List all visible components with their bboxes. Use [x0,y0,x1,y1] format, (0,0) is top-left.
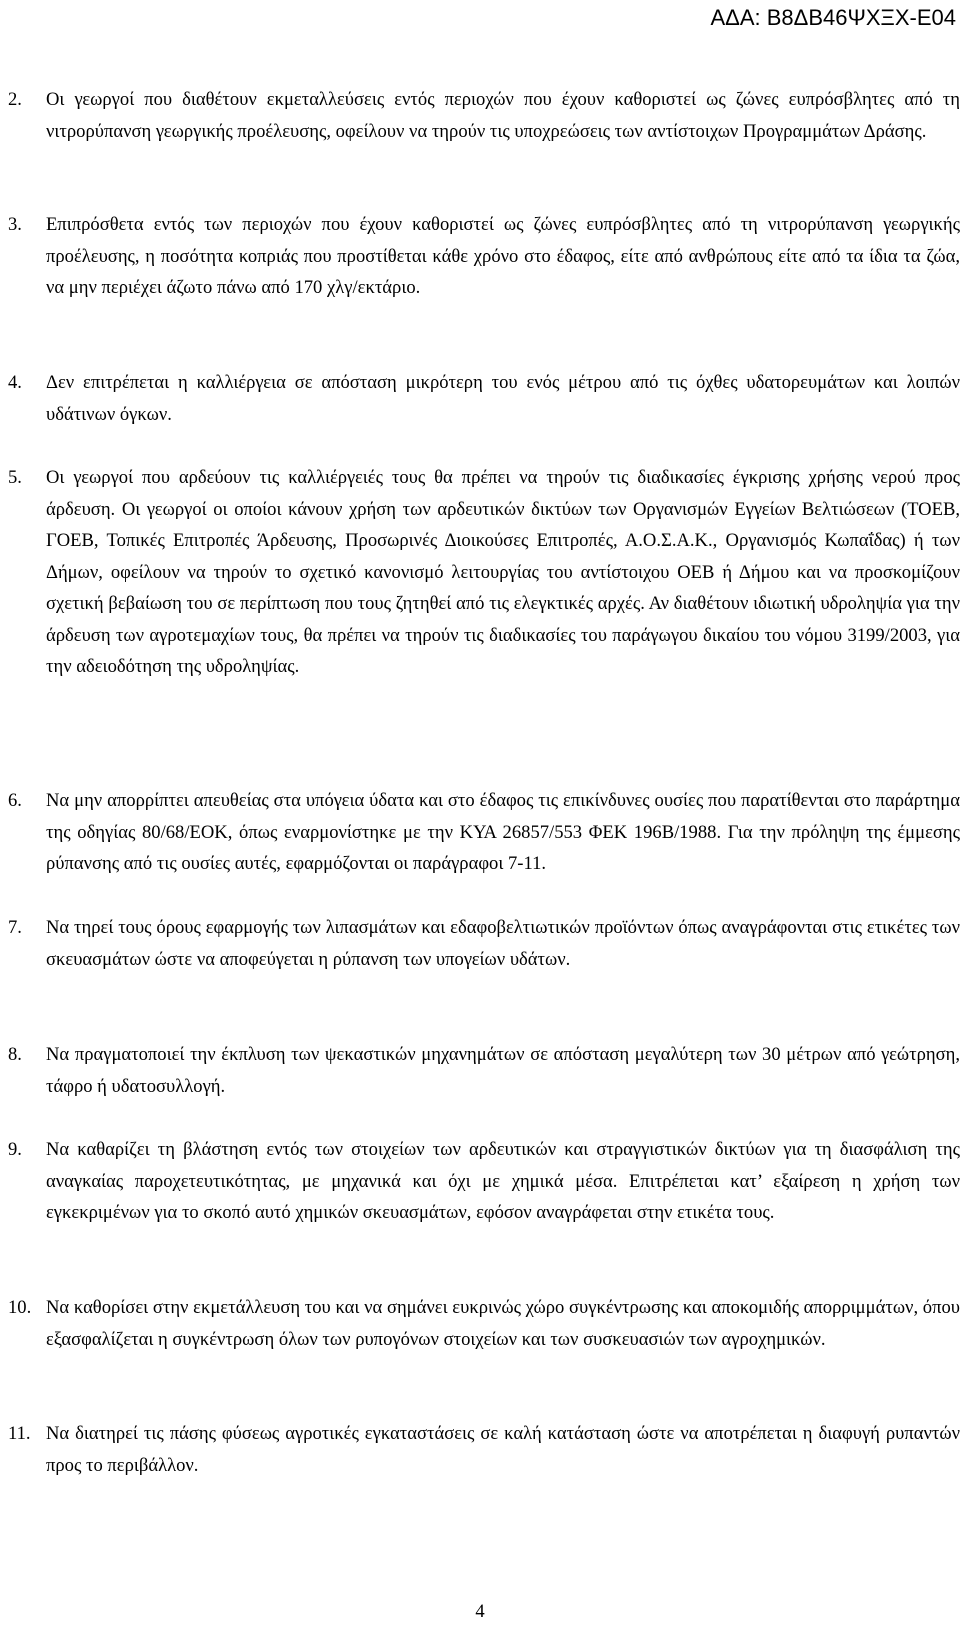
item-number: 2. [8,89,22,110]
list-item-7 [8,912,960,975]
list-item-2 [8,84,960,147]
item-text: Επιπρόσθετα εντός των περιοχών που έχουν καθοριστεί ως ζώνες ευπρόσβλητες από τη νιτρορύπανση γεωργικής προέλευσης, η ποσότητα κοπριάς που προστίθεται κάθε χρόνο στο έδαφος, είτε από ανθρώπους είτε από τα ίδια τα ζώα, να μην περιέχει άζωτο πάνω από 170 χλγ/εκτάριο. [46,214,960,298]
list-item-11 [8,1418,960,1481]
list-item-6 [8,785,960,880]
item-number: 9. [8,1139,22,1160]
list-item-10 [8,1292,960,1355]
list-item-3 [8,209,960,304]
page-number: 4 [475,1601,485,1622]
item-text: Να καθορίσει στην εκμετάλλευση του και να σημάνει ευκρινώς χώρο συγκέντρωσης και αποκομιδής απορριμμάτων, όπου εξασφαλίζεται η συγκέντρωση όλων των ρυπογόνων στοιχείων και των συσκευασιών των αγροχημικών. [46,1297,960,1350]
list-item-8 [8,1039,960,1102]
list-item-5 [8,462,960,683]
item-number: 4. [8,372,22,393]
item-text: Οι γεωργοί που διαθέτουν εκμεταλλεύσεις εντός περιοχών που έχουν καθοριστεί ως ζώνες ευπρόσβλητες από τη νιτρορύπανση γεωργικής προέλευσης, οφείλουν να τηρούν τις υποχρεώσεις των αντίστοιχων Προγραμμάτων Δράσης. [46,89,960,142]
item-text: Να τηρεί τους όρους εφαρμογής των λιπασμάτων και εδαφοβελτιωτικών προϊόντων όπως αναγράφονται στις ετικέτες των σκευασμάτων ώστε να αποφεύγεται η ρύπανση των υπογείων υδάτων. [46,917,960,970]
list-item-9 [8,1134,960,1229]
item-text: Να διατηρεί τις πάσης φύσεως αγροτικές εγκαταστάσεις σε καλή κατάσταση ώστε να αποτρέπεται η διαφυγή ρυπαντών προς το περιβάλλον. [46,1423,960,1476]
item-number: 5. [8,467,22,488]
item-number: 11. [8,1423,31,1444]
item-text: Να μην απορρίπτει απευθείας στα υπόγεια ύδατα και στο έδαφος τις επικίνδυνες ουσίες που παρατίθενται στο παράρτημα της οδηγίας 80/68/ΕΟΚ, όπως εναρμονίστηκε με την ΚΥΑ 26857/553 ΦΕΚ 196Β/1988. Για την πρόληψη της έμμεσης ρύπανσης από τις ουσίες αυτές, εφαρμόζονται οι παράγραφοι 7-11. [46,790,960,874]
ada-code: ΑΔΑ: Β8ΔΒ46ΨΧΞΧ-Ε04 [710,5,956,30]
item-number: 3. [8,214,22,235]
list-item-4 [8,367,960,430]
item-text: Οι γεωργοί που αρδεύουν τις καλλιέργειές τους θα πρέπει να τηρούν τις διαδικασίες έγκρισης χρήσης νερού προς άρδευση. Οι γεωργοί οι οποίοι κάνουν χρήση των αρδευτικών δικτύων των Οργανισμών Εγγείων Βελτιώσεων (ΤΟΕΒ, ΓΟΕΒ, Τοπικές Επιτροπές Άρδευσης, Προσωρινές Διοικούσες Επιτροπές, Α.Ο.Σ.Α.Κ., Οργανισμός Κωπαΐδας) ή των Δήμων, οφείλουν να τηρούν το σχετικό κανονισμό λειτουργίας του αντίστοιχου ΟΕΒ ή Δήμου και να προσκομίζουν σχετική βεβαίωση του σε περίπτωση που τους ζητηθεί από τις ελεγκτικές αρχές. Αν διαθέτουν ιδιωτική υδροληψία για την άρδευση των αγροτεμαχίων τους, θα πρέπει να τηρούν τις διαδικασίες του παράγωγου δικαίου του νόμου 3199/2003, για την αδειοδότηση της υδροληψίας. [46,467,960,677]
item-text: Να πραγματοποιεί την έκπλυση των ψεκαστικών μηχανημάτων σε απόσταση μεγαλύτερη των 30 μέτρων από γεώτρηση, τάφρο ή υδατοσυλλογή. [46,1044,960,1097]
item-number: 8. [8,1044,22,1065]
item-number: 10. [8,1297,32,1318]
item-number: 6. [8,790,22,811]
item-text: Δεν επιτρέπεται η καλλιέργεια σε απόσταση μικρότερη του ενός μέτρου από τις όχθες υδατορευμάτων και λοιπών υδάτινων όγκων. [46,372,960,425]
item-number: 7. [8,917,22,938]
item-text: Να καθαρίζει τη βλάστηση εντός των στοιχείων των αρδευτικών και στραγγιστικών δικτύων για τη διασφάλιση της αναγκαίας παροχετευτικότητας, με μηχανικά και όχι με χημικά μέσα. Επιτρέπεται κατ’ εξαίρεση η χρήση των εγκεκριμένων για το σκοπό αυτό χημικών σκευασμάτων, εφόσον αναγράφεται στην ετικέτα τους. [46,1139,960,1223]
